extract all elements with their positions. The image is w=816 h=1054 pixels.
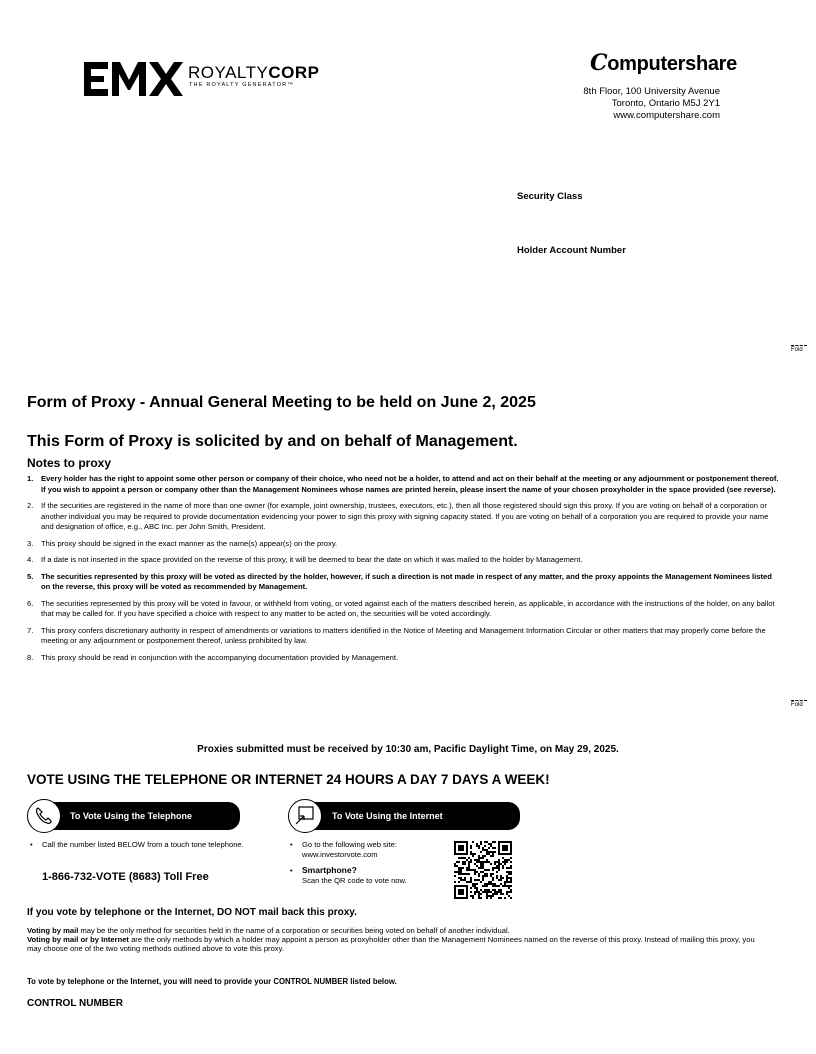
note-item (27, 599, 781, 620)
note-number: 6. (27, 598, 34, 608)
fold-mark: Fold (791, 345, 807, 353)
solicited-heading: This Form of Proxy is solicited by and on behalf of Management. (27, 433, 518, 450)
royalty-tagline: THE ROYALTY GENERATOR™ (189, 82, 295, 88)
control-number-label: CONTROL NUMBER (27, 998, 123, 1009)
security-class-label: Security Class (517, 191, 583, 202)
smartphone-label: Smartphone? (302, 865, 357, 875)
royalty-word: ROYALTY (188, 63, 269, 82)
notes-heading: Notes to proxy (27, 456, 112, 470)
emx-logo (84, 58, 324, 102)
voting-by-mail-bold: Voting by mail (27, 926, 79, 935)
dont-mail-notice: If you vote by telephone or the Internet, DO NOT mail back this proxy. (27, 907, 357, 918)
note-text: If the securities are registered in the name of more than one owner (for example, joint ownership, trustees, executors, etc.), then all those registered should sign this proxy. If you are voting on behalf of a corporation or another individual you may be required to provide documentation evidencing your power to sign this proxy with signing capacity stated. If you are voting on behalf of a corporation you are required to provide your name and designation of office, e.g., ABC Inc. per John Smith, President. (41, 501, 769, 531)
computershare-address (500, 86, 720, 122)
notes-list (27, 474, 781, 669)
phone-icon (27, 799, 61, 833)
form-title: Form of Proxy - Annual General Meeting to be held on June 2, 2025 (27, 394, 536, 411)
note-item (27, 501, 781, 533)
vote-heading: VOTE USING THE TELEPHONE OR INTERNET 24 HOURS A DAY 7 DAYS A WEEK! (27, 772, 550, 787)
computershare-c-mark: C (590, 50, 608, 76)
royaltycorp-wordmark (188, 64, 319, 82)
address-line-1: 8th Floor, 100 University Avenue (583, 86, 720, 97)
holder-account-number-label: Holder Account Number (517, 245, 626, 256)
voting-by-mail-internet-bold: Voting by mail or by Internet (27, 935, 129, 945)
address-line-3: www.computershare.com (613, 110, 720, 121)
note-number: 7. (27, 625, 34, 635)
note-item (27, 626, 781, 647)
computershare-wordmark: omputershare (607, 53, 737, 75)
qr-code-icon[interactable] (454, 841, 512, 899)
telephone-number[interactable]: 1-866-732-VOTE (8683) Toll Free (42, 871, 209, 883)
note-number: 1. (27, 474, 34, 483)
voting-by-mail-text: may be the only method for securities held in the name of a corporation or securities being voted on behalf of another individual. (78, 926, 510, 935)
telephone-vote-header: To Vote Using the Telephone (44, 802, 240, 830)
corp-word: CORP (268, 63, 320, 82)
telephone-instruction: • Call the number listed BELOW from a touch tone telephone. (30, 840, 252, 850)
note-text: The securities represented by this proxy will be voted in favour, or withheld from voting, or voted against each of the matters described herein, as applicable, in accordance with the instructions of the holder, on any ballot that may be called for. If you have specified a choice with respect to any matter to be acted on, the securities will be voted accordingly. (41, 598, 775, 618)
computershare-logo (590, 50, 737, 76)
note-number: 4. (27, 555, 34, 564)
note-item (27, 653, 781, 664)
internet-instruction: • Go to the following web site: www.investorvote.com (290, 840, 462, 859)
note-item (27, 555, 781, 566)
note-item (27, 572, 781, 593)
note-text: Every holder has the right to appoint some other person or company of their choice, who need not be a holder, to attend and act on their behalf at the meeting or any adjournment or postponement thereof. If you wish to appoint a person or company other than the Management Nominees whose names are printed herein, please insert the name of your chosen proxyholder in the space provided (see reverse). (41, 474, 779, 494)
note-text: If a date is not inserted in the space provided on the reverse of this proxy, it will be deemed to bear the date on which it was mailed to the holder by Management. (41, 555, 583, 564)
fold-mark: Fold (791, 700, 807, 708)
address-line-2: Toronto, Ontario M5J 2Y1 (611, 98, 720, 109)
smartphone-instruction (290, 866, 462, 885)
note-number: 2. (27, 501, 34, 510)
note-text: This proxy should be signed in the exact manner as the name(s) appear(s) on the proxy. (41, 538, 338, 548)
smartphone-text: Scan the QR code to vote now. (302, 875, 407, 885)
note-item (27, 474, 781, 495)
note-number: 5. (27, 571, 34, 581)
note-text: The securities represented by this proxy will be voted as directed by the holder, however, if such a direction is not made in respect of any matter, and the proxy appoints the Management Nominees listed on the reverse, this proxy will be voted as recommended by Management. (41, 571, 772, 591)
voting-by-mail-internet-text: are the only methods by which a holder may appoint a person as proxyholder other than the Management Nominees named on the reverse of this proxy. Instead of mailing this proxy, you may choose one of the two voting methods outlined above to vote this proxy. (27, 935, 755, 954)
note-text: This proxy confers discretionary authority in respect of amendments or variations to matters identified in the Notice of Meeting and Management Information Circular or other matters that may properly come before the meeting or any adjournment or postponement thereof, unless prohibited by law. (41, 625, 766, 645)
emx-logo-mark (84, 58, 184, 100)
mail-voting-paragraph (27, 926, 767, 954)
note-text: This proxy should be read in conjunction with the accompanying documentation provided by Management. (41, 652, 399, 662)
note-number: 3. (27, 538, 34, 548)
internet-click-icon (288, 799, 322, 833)
control-number-note: To vote by telephone or the Internet, you will need to provide your CONTROL NUMBER listed below. (27, 977, 397, 986)
note-number: 8. (27, 652, 34, 662)
proxies-deadline: Proxies submitted must be received by 10:30 am, Pacific Daylight Time, on May 29, 2025. (197, 744, 619, 755)
internet-vote-header: To Vote Using the Internet (306, 802, 520, 830)
note-item (27, 539, 781, 550)
